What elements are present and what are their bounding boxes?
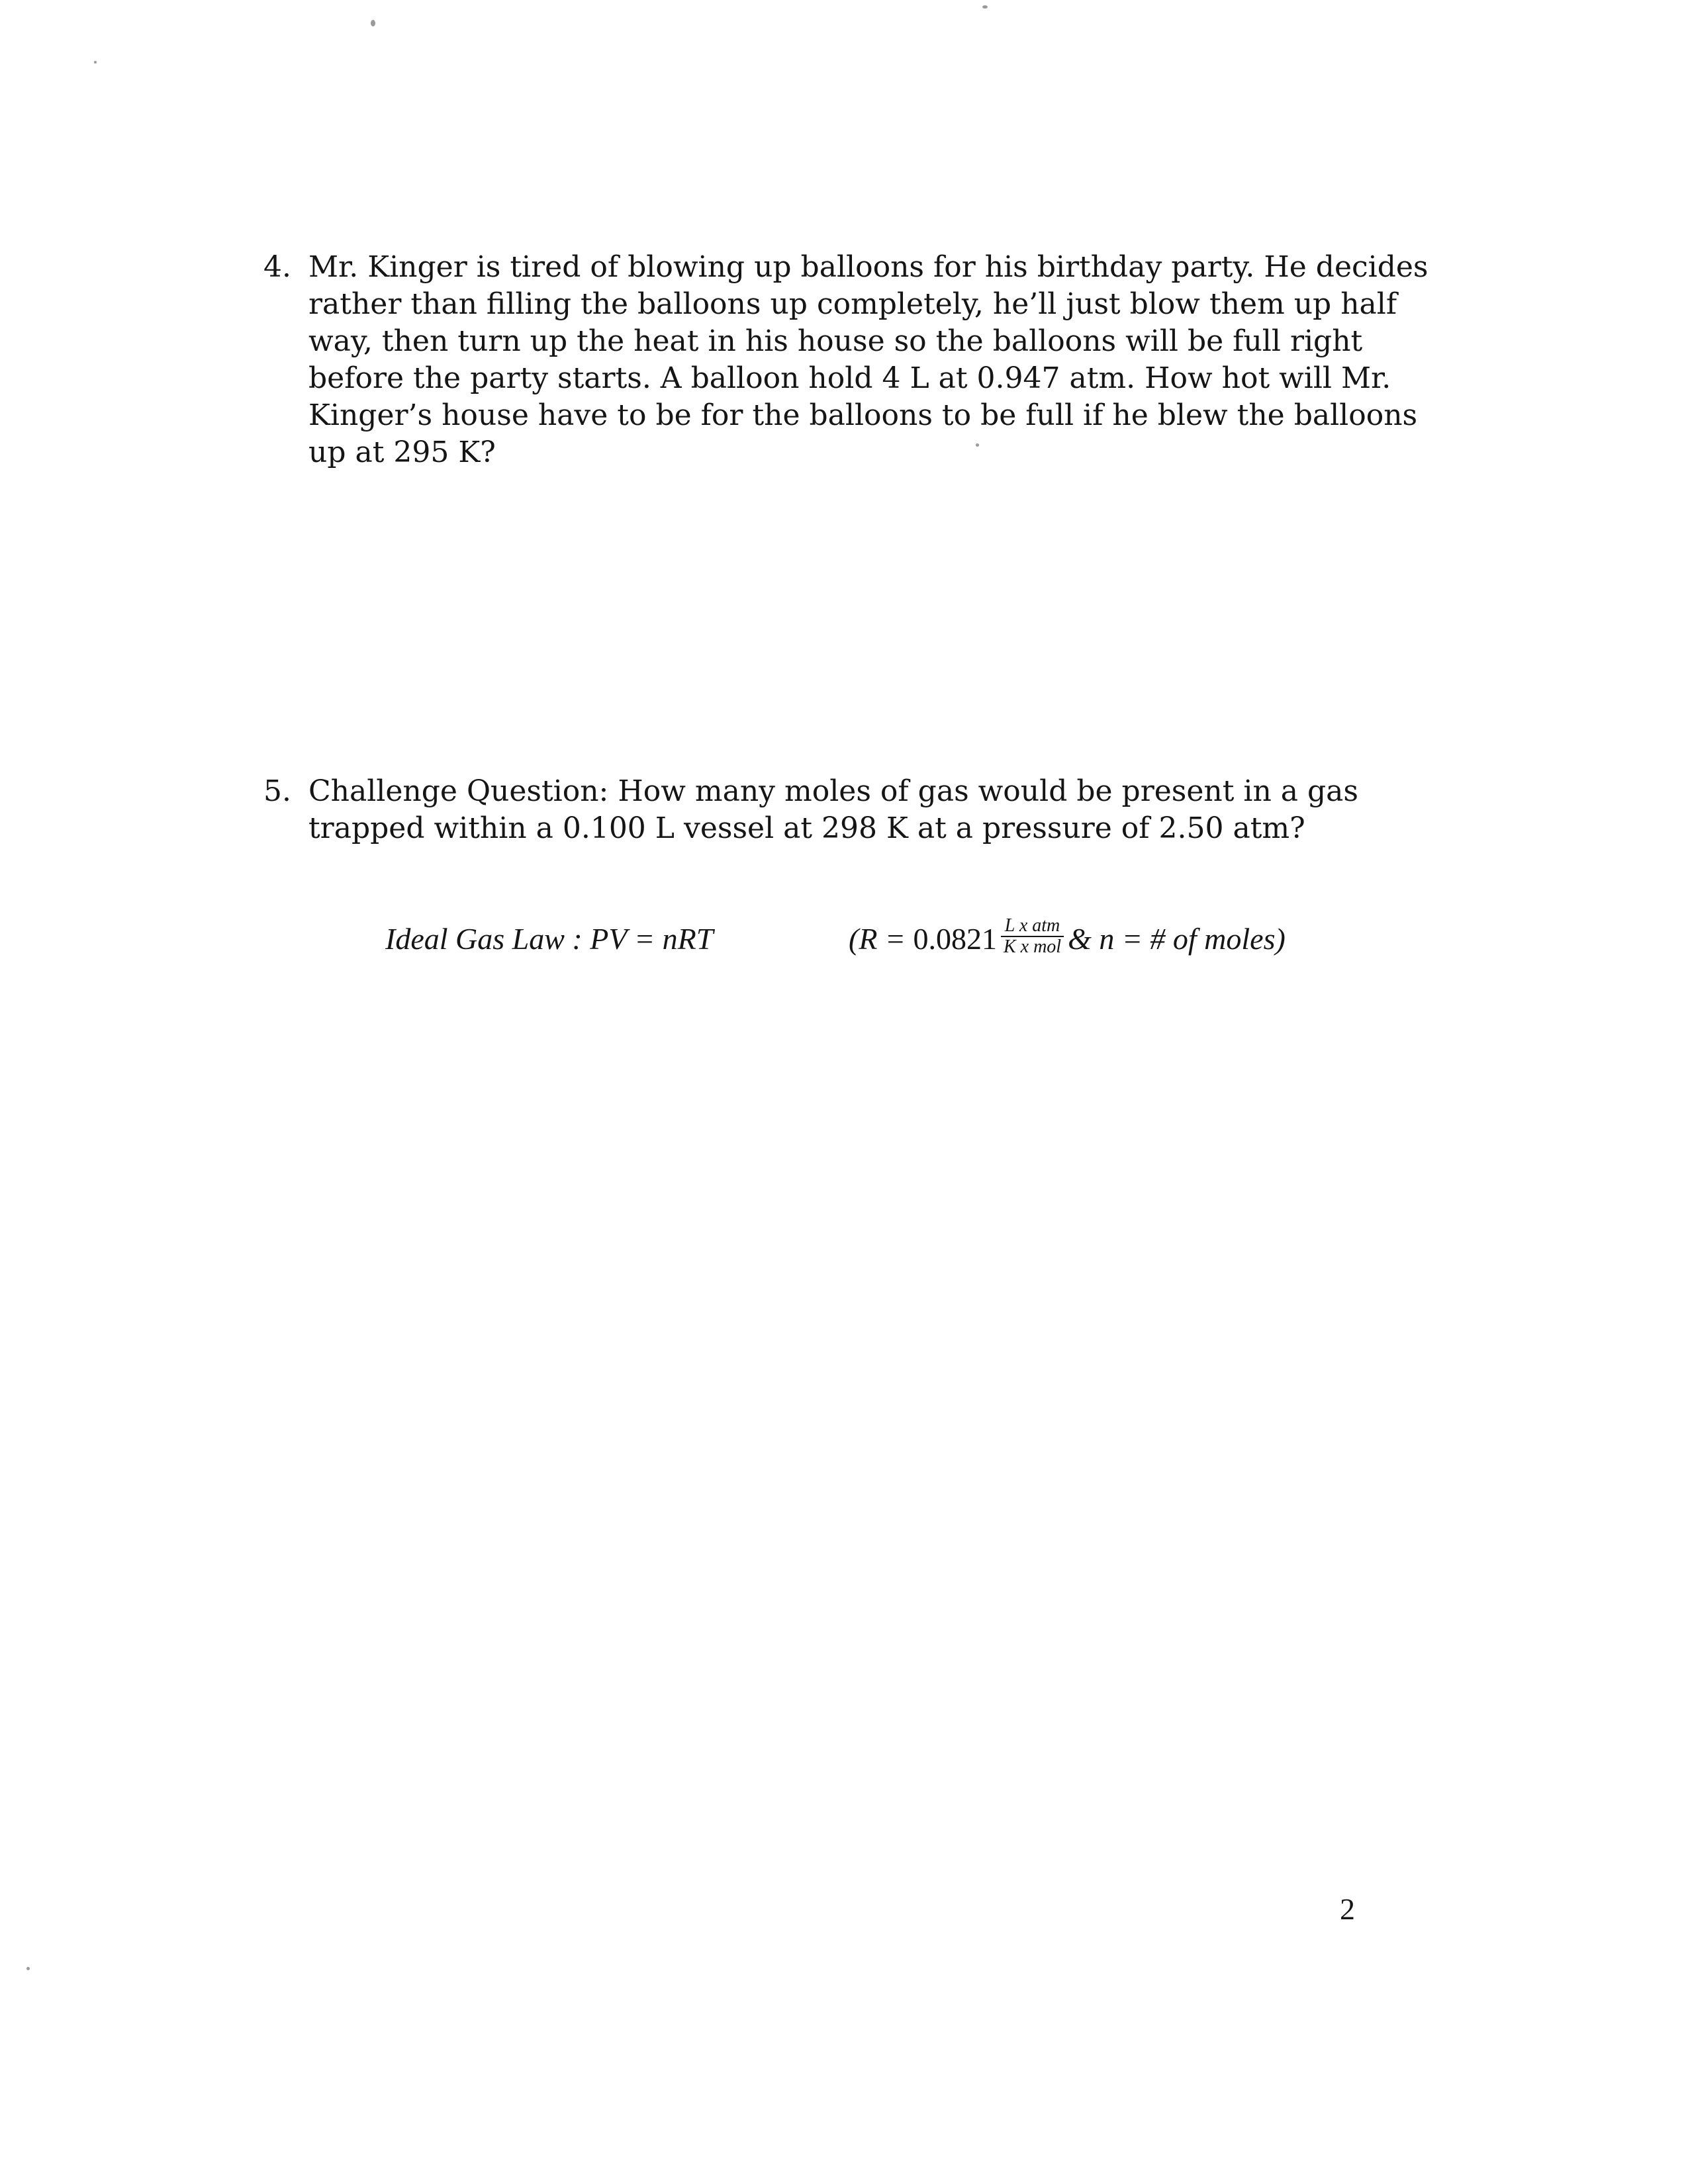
gas-constant-prefix: (R =	[849, 922, 914, 956]
question-number: 5.	[263, 774, 291, 808]
question-text-line: before the party starts. A balloon hold 4 L at 0.947 atm. How hot will Mr.	[308, 361, 1391, 395]
question-text-line: Mr. Kinger is tired of blowing up balloons for his birthday party. He decides	[308, 250, 1429, 284]
unit-numerator: L x atm	[1001, 916, 1064, 937]
gas-constant-value: 0.0821	[913, 922, 997, 956]
question-text-line: trapped within a 0.100 L vessel at 298 K at a pressure of 2.50 atm?	[308, 811, 1305, 845]
question-text-line: Kinger’s house have to be for the balloons to be full if he blew the balloons	[308, 398, 1418, 432]
question-text-line: rather than filling the balloons up completely, he’ll just blow them up half	[308, 287, 1397, 321]
scan-speck	[371, 20, 375, 26]
scan-speck	[976, 443, 979, 447]
gas-constant-unit-fraction	[1001, 916, 1064, 957]
unit-denominator: K x mol	[1003, 936, 1062, 958]
scan-speck	[982, 5, 988, 9]
scan-speck	[26, 1967, 30, 1970]
question-text-line: up at 295 K?	[308, 435, 496, 469]
question-text-line: Challenge Question: How many moles of gas would be present in a gas	[308, 774, 1358, 808]
moles-definition: & n = # of moles)	[1068, 922, 1286, 956]
gas-constant-formula	[849, 915, 1286, 962]
scan-speck	[94, 61, 97, 64]
page-number: 2	[1340, 1892, 1355, 1926]
question-number: 4.	[263, 250, 291, 284]
question-text-line: way, then turn up the heat in his house so the balloons will be full right	[308, 324, 1363, 358]
ideal-gas-law-formula: Ideal Gas Law : PV = nRT	[385, 922, 714, 956]
question-4	[263, 249, 1429, 487]
question-5	[263, 773, 1389, 866]
